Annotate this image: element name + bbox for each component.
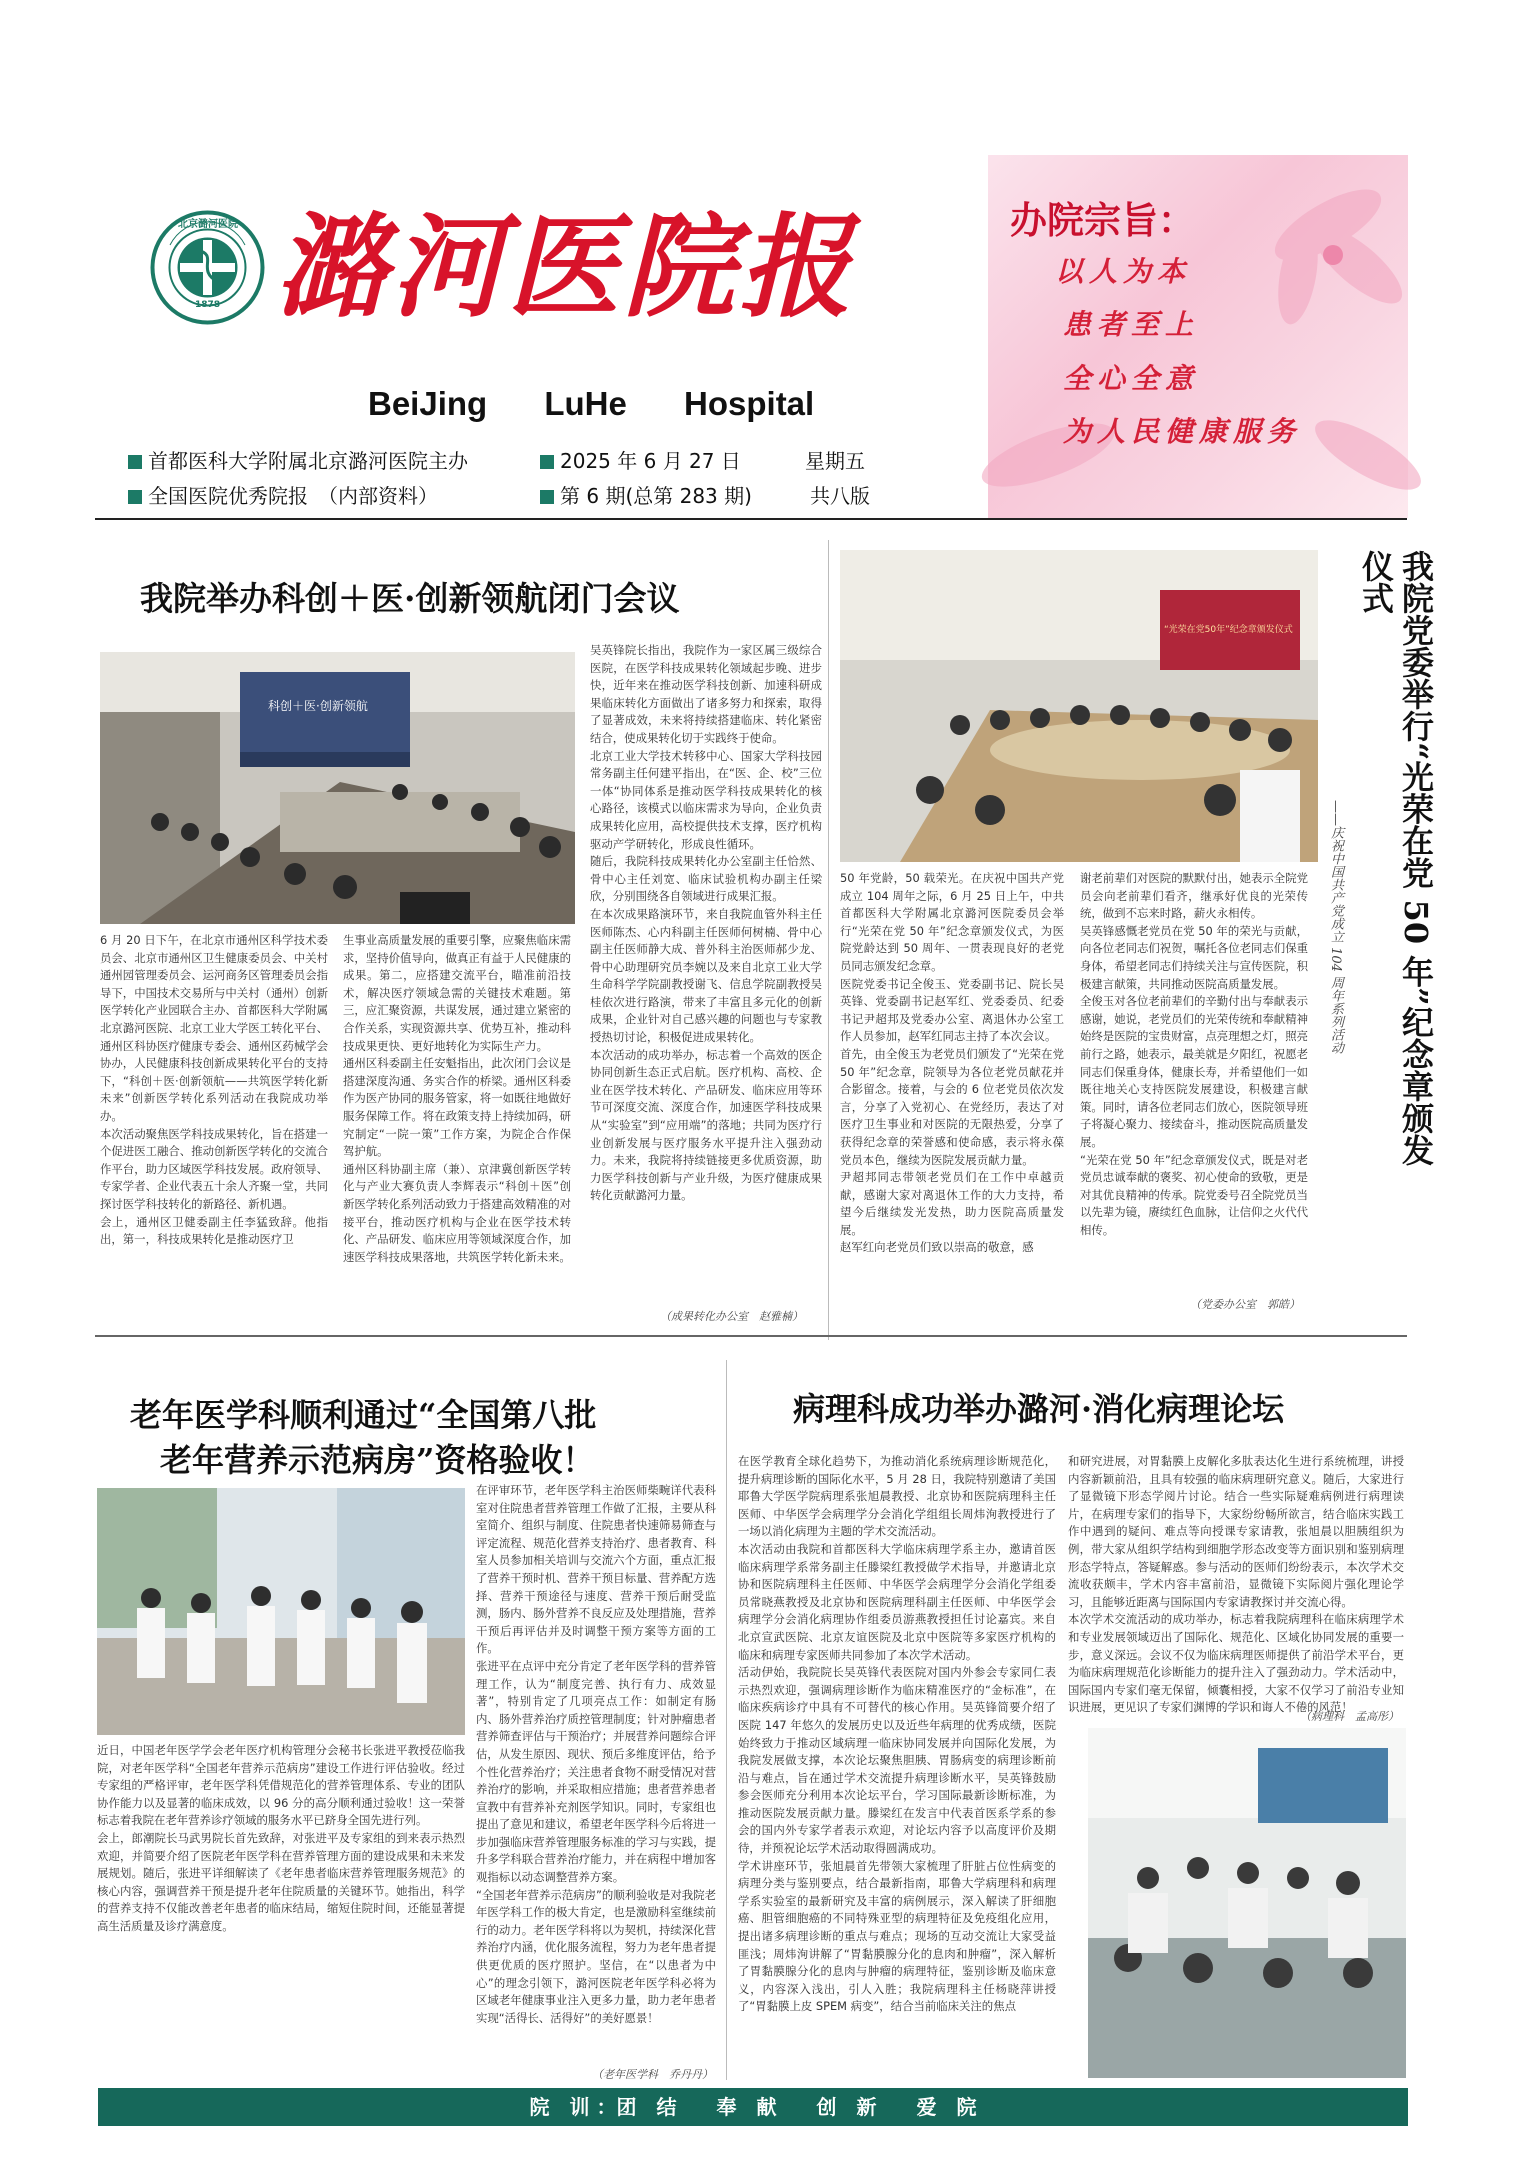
meta-sponsor	[128, 445, 468, 474]
article1-col3-text: 吴英锋院长指出，我院作为一家区属三级综合医院，在医学科技成果转化领域起步晚、进步快，近年来在推动医学科技创新、加速科研成果临床转化方面做出了诸多努力和探索，取得了显著成效，未来将持续搭建临床、转化紧密结合，使成果转化切于实践终于使命。 北京工业大学技术转移中心、国家大学科技园常务副主任何建平指出，在“医、企、校”三位一体“协同体系是推动医学科技成果转化的核心路径，该模式以临床需求为导向，企业负责成果转化应用，高校提供技术支撑，医疗机构驱动产学研转化，形成良性循环。 随后，我院科技成果转化办公室副主任恰然、骨中心主任刘宽、临床试验机构办副主任梁欣，分别围绕各自领域进行成果汇报。 在本次成果路演环节，来自我院血管外科主任医师陈杰、心内科副主任医师何树楠、骨中心副主任医师静大成、普外科主治医师郝少龙、骨中心助理研究员李婉以及来自北京工业大学生命科学学院副教授谢飞、信息学院副教授吴桂依次进行路演，带来了丰富且多元化的创新成果，企业针对自己感兴趣的问题也与专家教授热切讨论，积极促进成果转化。 本次活动的成功举办，标志着一个高效的医企协同创新生态正式启航。医疗机构、高校、企业在医学技术转化、产品研发、临床应用等环节可深度交流、深度合作，加速医学科技成果从“实验室”到“应用端”的落地；共同为医疗行业创新发展与医疗服务水平提升注入强劲动力。未来，我院将持续链接更多优质资源，助力医学科技创新与产业升级，为医疗健康成果转化贡献潞河力量。	[590, 643, 822, 1203]
article1-col1-text: 6 月 20 日下午，在北京市通州区科学技术委员会、北京市通州区卫生健康委员会、中关村通州园管理委员会、运河商务区管理委员会指导下，中国技术交易所与中关村（通州）创新医学转化产业园联合主办、首都医科大学附属北京潞河医院、北京工业大学医工转化平台、通州区科协医疗健康专委会、通州区药械学会协办，人民健康科技创新成果转化平台的支持下，“科创＋医·创新领航——共筑医学转化新未来”创新医学转化系列活动在我院成功举办。 本次活动聚焦医学科技成果转化，旨在搭建一个促进医工融合、推动创新医学转化的交流合作平台，助力区域医学科技发展。政府领导、专家学者、企业代表五十余人齐聚一堂，共同探讨医学科技转化的新路径、新机遇。 会上，通州区卫健委副主任李猛致辞。他指出，第一，科技成果转化是推动医疗卫	[100, 933, 328, 1247]
newspaper-english-name: BeiJing LuHe Hospital	[368, 385, 815, 422]
article3-photo	[97, 1488, 465, 1735]
motto-title: 办院宗旨：	[1010, 198, 1195, 242]
article4-credit: （病理科 孟高彤）	[1300, 1710, 1399, 1723]
article4-col1-text: 在医学教育全球化趋势下，为推动消化系统病理诊断规范化，提升病理诊断的国际化水平，5 月 28 日，我院特别邀请了美国耶鲁大学医学院病理系张旭晨教授、北京协和医院病理科主任医师、中华医学会病理学分会消化学组组长周炜洵教授进行了一场以消化病理为主题的学术交流活动。 本次活动由我院和首都医科大学临床病理学系主办，邀请首医临床病理学系常务副主任滕梁红教授做学术指导，并邀请北京协和医院病理科主任医师、中华医学会病理学分会消化学组委员常晓燕教授及北京协和医院病理科副主任医师、中华医学会病理学分会消化病理协作组委员游燕教授担任讨论嘉宾。来自北京宣武医院、北京友谊医院及北京中医院等多家医疗机构的临床和病理专家医师共同参加了本次学术活动。 活动伊始，我院院长吴英锋代表医院对国内外参会专家同仁表示热烈欢迎，强调病理诊断作为临床精准医疗的“金标准”，在临床疾病诊疗中具有不可替代的核心作用。吴英锋简要介绍了医院 147 年悠久的发展历史以及近些年病理的优秀成绩，医院始终致力于推动区域病理一临床协同发展并向国际化发展，为我院发展做支撑，本次论坛聚焦胆胰、胃肠病变的病理诊断前沿与难点，旨在通过学术交流提升病理诊断水平，吴英锋鼓励参会医师充分利用本次论坛平台，学习国际最新诊断标准，为推动医院发展贡献力量。滕梁红在发言中代表首医系学系的参会的国内外专家学者表示欢迎，对论坛内容予以高度评价及期待，并预祝论坛学术活动取得圆满成功。 学术讲座环节，张旭晨首先带领大家梳理了肝脏占位性病变的病理分类与鉴别要点，结合最新指南，耶鲁大学病理科和病理学系实验室的最新研究及丰富的病例展示，深入解读了肝细胞癌、胆管细胞癌的不同特殊亚型的病理特征及免疫组化应用，提出诸多病理诊断的重点与难点；现场的互动交流让大家受益匪浅；周炜洵讲解了“胃黏膜腺分化的息肉和肿瘤”，深入解析了胃黏膜腺分化的息肉与肿瘤的病理特征，鉴别诊断及临床意义，内容深入浅出，引人入胜；我院病理科主任杨晓萍讲授了“胃黏膜上皮 SPEM 病变”，结合当前临床关注的焦点	[738, 1454, 1056, 2014]
logo-label: 北京潞河医院	[178, 219, 238, 230]
article1-col2-text: 生事业高质量发展的重要引擎，应聚焦临床需求，坚持价值导向，做真正有益于人民健康的成果。第二，应搭建交流平台，瞄准前沿技术，解决医疗领域急需的关键技术难题。第三，应汇聚资源，共谋发展，通过建立紧密的合作关系，实现资源共享、优势互补，推动科技成果更快、更好地转化为实际生产力。 通州区科委副主任安魁指出，此次闭门会议是搭建深度沟通、务实合作的桥梁。通州区科委作为医产协同的服务管家，将一如既往地做好服务保障工作。将在政策支持上持续加码，研究制定“一院一策”工作方案，为院企合作保驾护航。 通州区科协副主席（兼）、京津冀创新医学转化与产业大赛负责人李辉表示“科创＋医”创新医学转化系列活动致力于搭建高效精准的对接平台，推动医疗机构与企业在医学技术转化、产品研发、临床应用等领域深度合作，加速医学科技成果落地，共筑医学转化新未来。	[343, 933, 571, 1264]
article2-col2-text: 谢老前辈们对医院的默默付出，她表示全院党员会向老前辈们看齐，继承好优良的光荣传统，做到不忘来时路，薪火永相传。 吴英锋感慨老党员在党 50 年的荣光与贡献，向各位老同志们祝贺，嘱托各位老同志们保重身体，希望老同志们持续关注与宣传医院，积极建言献策，共同推动医院高质量发展。 全俊玉对各位老前辈们的辛勤付出与奉献表示感谢，她说，老党员们的光荣传统和奉献精神始终是医院的宝贵财富，点亮理想之灯，照亮前行之路，她表示，最美就是夕阳红，祝愿老同志们保重身体，健康长寿，并希望他们一如既往地关心支持医院发展建设，积极建言献策。同时，请各位老同志们放心，医院领导班子将凝心聚力、接续奋斗，推动医院高质量发展。 “光荣在党 50 年”纪念章颁发仪式，既是对老党员忠诚奉献的褒奖、初心使命的致敬，更是对其优良精神的传承。院党委号召全院党员当以先辈为镜，赓续红色血脉，让信仰之火代代相传。	[1080, 871, 1308, 1237]
article2-photo-screen: “光荣在党50年”纪念章颁发仪式	[1164, 625, 1293, 635]
logo-year: 1878	[195, 300, 221, 310]
hospital-motto-bar: 院 训 ：团 结 奉 献 创 新 爱 院	[98, 2088, 1408, 2126]
article4-col2-text: 和研究进展，对胃黏膜上皮解化多肽表达化生进行系统梳理，讲授内容新颖前沿，且具有较强的临床病理研究意义。随后，大家进行了显微镜下形态学阅片讨论。结合一些实际疑难病例进行病理读片，在病理专家们的指导下，大家纷纷畅所欲言，结合临床实践工作中遇到的疑问、难点等向授课专家请教，张旭晨以胆胰组织为例，带大家从组织学结构到细胞学形态改变等方面识别和鉴别病理形态学特点，答疑解惑。参与活动的医师们纷纷表示，本次学术交流收获颇丰，学术内容丰富前沿，显微镜下实际阅片强化理论学习，且能够近距离与国际国内专家请教探讨并交流心得。 本次学术交流活动的成功举办，标志着我院病理科在临床病理学术和专业发展领域迈出了国际化、规范化、区域化协同发展的重要一步，意义深远。会议不仅为临床病理医师提供了前沿学术平台，更为临床病理规范化诊断能力的提升注入了强劲动力。学术活动中，国际国内专家们毫无保留，倾囊相授，大家不仅学习了前沿专业知识进展，更见识了专家们渊博的学识和诲人不倦的风范！	[1068, 1454, 1404, 1715]
article2-subtitle: ——庆祝中国共产党成立 104 周年系列活动	[1328, 800, 1343, 1055]
article3-col-left	[97, 1742, 465, 2082]
section-separator	[95, 1335, 1407, 1337]
meta-honor	[128, 480, 438, 509]
bullet-square-icon	[540, 490, 554, 504]
column-separator	[726, 1360, 727, 2080]
meta-date-text: 2025 年 6 月 27 日	[560, 449, 741, 473]
article3-headline-line1: 老年医学科顺利通过“全国第八批	[130, 1396, 597, 1434]
bullet-square-icon	[128, 455, 142, 469]
article1-col3	[590, 642, 822, 1302]
motto-line: 为人民健康服务	[1063, 415, 1302, 448]
meta-sponsor-text: 首都医科大学附属北京潞河医院主办	[148, 449, 468, 473]
article4-headline: 病理科成功举办潞河·消化病理论坛	[793, 1390, 1285, 1428]
meta-date	[540, 445, 741, 474]
meta-honor-text: 全国医院优秀院报 （内部资料）	[148, 484, 438, 508]
article1-credit: （成果转化办公室 赵雅楠）	[660, 1310, 803, 1323]
article4-col1	[738, 1453, 1056, 2083]
newspaper-title: 潞河医院报	[275, 202, 855, 333]
article2-photo	[840, 550, 1318, 862]
article2-col1-text: 50 年党龄，50 载荣光。在庆祝中国共产党成立 104 周年之际，6 月 25 日上午，中共首都医科大学附属北京潞河医院委员会举行“光荣在党 50 年”纪念章颁发仪式，为医院党龄达到 50 周年、一贯表现良好的老党员同志颁发纪念章。 医院党委书记全俊玉、党委副书记、院长吴英锋、党委副书记赵军红、党委委员、纪委书记尹超邦及党委办公室、离退休办公室工作人员参加，赵军红同志主持了本次会议。 首先，由全俊玉为老党员们颁发了“光荣在党 50 年”纪念章，院领导为各位老党员献花并合影留念。接着，与会的 6 位老党员依次发言，分享了入党初心、在党经历，表达了对医疗卫生事业和对医院的无限热爱，分享了获得纪念章的荣誉感和使命感，表示将永葆党员本色，继续为医院发展贡献力量。 尹超邦同志带领老党员们在工作中卓越贡献，感谢大家对离退休工作的大力支持，希望今后继续发光发热，助力医院高质量发展。 赵军红向老党员们致以崇高的敬意，感	[840, 871, 1064, 1255]
article2-col2	[1080, 870, 1308, 1295]
article3-credit: （老年医学科 乔丹丹）	[592, 2068, 713, 2081]
motto-line: 以人为本	[1055, 255, 1192, 288]
masthead-rule	[95, 518, 1407, 520]
article3-col-left-text: 近日，中国老年医学学会老年医疗机构管理分会秘书长张进平教授莅临我院，对老年医学科“全国老年营养示范病房”建设工作进行评估验收。经过专家组的严格评审，老年医学科凭借规范化的营养管理体系、专业的团队协作能力以及显著的临床成效，以 96 分的高分顺利通过验收！这一荣誉标志着我院在老年营养诊疗领域的服务水平已跻身全国先进行列。 会上，郎潮院长马武男院长首先致辞，对张进平及专家组的到来表示热烈欢迎，并简要介绍了医院老年医学科在营养管理方面的建设成果和未来发展规划。随后，张进平详细解读了《老年患者临床营养管理服务规范》的核心内容，强调营养干预是提升老年住院质量的关键环节。她指出，科学的营养支持不仅能改善老年患者的临床结局，缩短住院时间，还能显著提高生活质量及诊疗满意度。	[97, 1743, 465, 1933]
motto-line: 全心全意	[1063, 362, 1200, 395]
article3-col-right-text: 在评审环节，老年医学科主治医师柴畹详代表科室对住院患者营养管理工作做了汇报，主要从科室简介、组织与制度、住院患者快速筛易筛查与评定流程、规范化营养支持治疗、患者教育、科室人员参加相关培训与交流六个方面，重点汇报了营养干预时机、营养干预目标量、营养配方选择、营养干预途径与速度、营养干预后耐受监测，肠内、肠外营养不良反应及处理措施，营养干预后再评估并及时调整干预方案等方面的工作。 张进平在点评中充分肯定了老年医学科的营养管理工作，认为“制度完善、执行有力、成效显著”，特别肯定了几项亮点工作：如制定有肠内、肠外营养治疗质控管理制度；针对肿瘤患者营养筛查评估与干预治疗；并展营养问题综合评估，从发生原因、现状、预后多维度评估，给予个性化营养治疗；关注患者食物不耐受情况对营养治疗的影响，并采取相应措施；患者营养患者宣教中有营养补充剂医学知识。同时，专家组也提出了意见和建议，希望老年医学科今后将进一步加强临床营养管理服务标准的学习与实践，提升多学科联合营养治疗能力，并在病程中增加客观指标以动态调整营养方案。 “全国老年营养示范病房”的顺利验收是对我院老年医学科工作的极大肯定，也是激励科室继续前行的动力。老年医学科将以为契机，持续深化营养治疗内涵，优化服务流程，努力为老年患者提供更优质的医疗照护。坚信，在“以患者为中心”的理念引领下，潞河医院老年医学科必将为区域老年健康事业注入更多力量，助力老年患者实现“活得长、活得好”的美好愿景！	[476, 1483, 716, 2025]
article3-headline-line2: 老年营养示范病房”资格验收！	[160, 1441, 595, 1479]
meta-pages: 共八版	[810, 484, 870, 508]
article1-photo-screen: 科创＋医·创新领航	[268, 699, 368, 713]
article1-col1	[100, 932, 328, 1327]
column-separator	[828, 540, 829, 1340]
article4-col2	[1068, 1453, 1404, 1715]
meta-weekday: 星期五	[805, 449, 865, 473]
bullet-square-icon	[540, 455, 554, 469]
motto-line: 患者至上	[1063, 308, 1200, 341]
article1-photo	[100, 652, 575, 924]
article2-col1	[840, 870, 1064, 1315]
article4-photo	[1088, 1728, 1406, 2078]
bullet-square-icon	[128, 490, 142, 504]
meta-issue	[540, 480, 752, 509]
article2-headline: 我院党委举行“光荣在党 50 年”纪念章颁发仪式	[1357, 550, 1435, 1166]
article3-col-right	[476, 1482, 716, 2064]
article2-credit: （党委办公室 郭皓）	[1190, 1298, 1300, 1311]
article1-headline: 我院举办科创＋医·创新领航闭门会议	[140, 579, 680, 618]
article1-col2	[343, 932, 571, 1327]
meta-issue-text: 第 6 期(总第 283 期)	[560, 484, 752, 508]
